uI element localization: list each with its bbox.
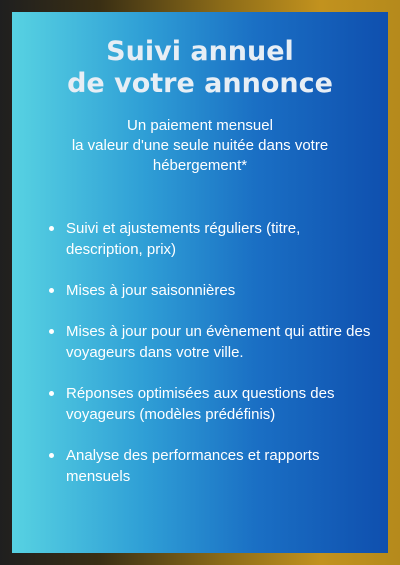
bullet-icon [49,226,54,231]
bullet-icon [49,288,54,293]
feature-item [44,218,374,260]
offer-card [12,12,388,553]
pricing-subtitle [22,116,378,176]
title-line-2: de votre annonce [67,68,333,99]
feature-item [44,280,374,301]
feature-item [44,383,374,425]
feature-list [44,218,374,507]
subtitle-line-1: Un paiement mensuel [127,117,273,134]
bullet-icon [49,391,54,396]
feature-text: Mises à jour saisonnières [66,282,236,299]
title-line-1: Suivi annuel [106,36,294,67]
subtitle-line-3: hébergement* [152,157,248,174]
feature-item [44,445,374,487]
feature-text: Suivi et ajustements réguliers (titre, description, prix) [66,220,301,258]
subtitle-line-2: la valeur d'une seule nuitée dans votre [71,137,329,154]
feature-text: Analyse des performances et rapports mensuels [66,447,320,485]
bullet-icon [49,329,54,334]
feature-text: Réponses optimisées aux questions des voyageurs (modèles prédéfinis) [66,385,335,423]
bullet-icon [49,453,54,458]
feature-item [44,321,374,363]
feature-text: Mises à jour pour un évènement qui attire des voyageurs dans votre ville. [66,323,371,361]
page-title [12,36,388,100]
